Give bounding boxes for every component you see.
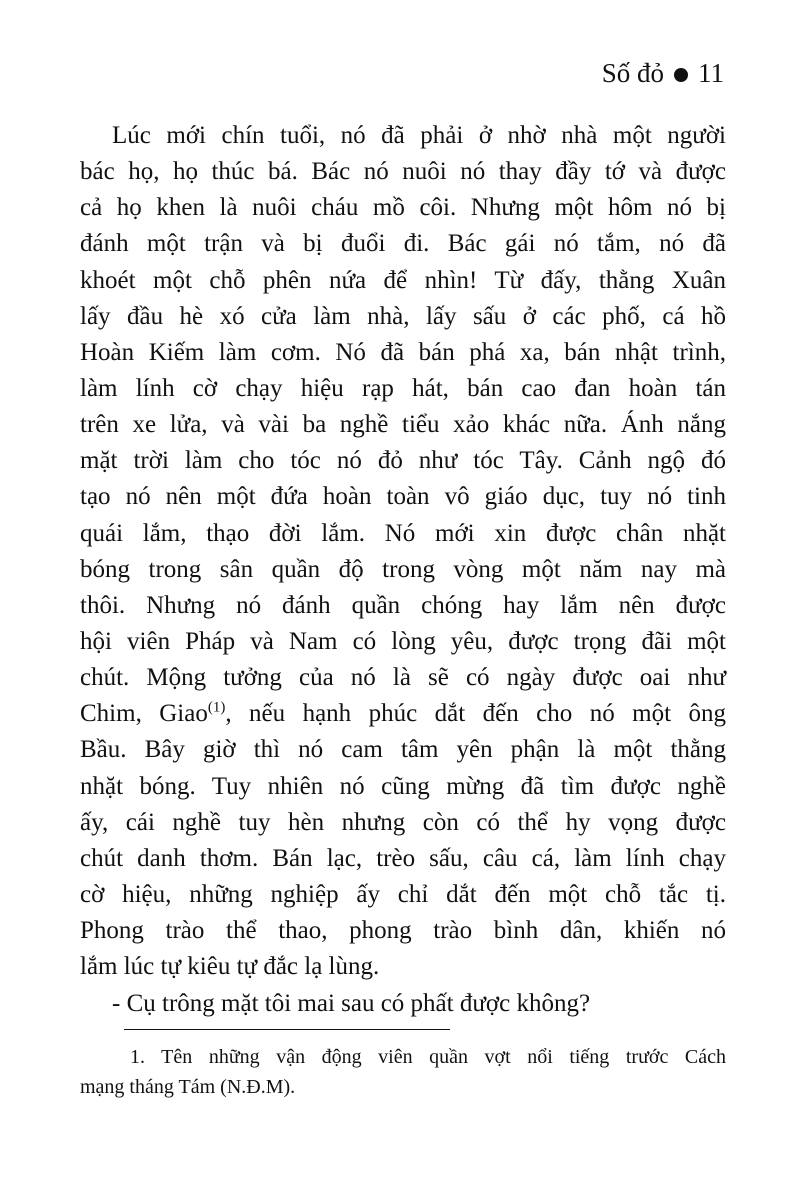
footnote-divider xyxy=(124,1029,450,1030)
footnote xyxy=(80,1042,726,1102)
text-line: tạo nó nên một đứa hoàn toàn vô giáo dục, tuy nó tinh xyxy=(80,483,726,511)
flower-ornament-icon xyxy=(674,68,688,82)
text-line: lấy đầu hè xó cửa làm nhà, lấy sấu ở các phố, cá hồ xyxy=(80,302,726,330)
text-segment: Chim, Giao xyxy=(80,700,208,728)
text-line: lắm lúc tự kiêu tự đắc lạ lùng. xyxy=(80,953,380,981)
running-header xyxy=(602,58,724,89)
text-line: cờ hiệu, những nghiệp ấy chỉ dắt đến một chỗ tắc tị. xyxy=(80,880,726,908)
footnote-line: mạng tháng Tám (N.Đ.M). xyxy=(80,1076,296,1098)
text-line: thôi. Nhưng nó đánh quần chóng hay lắm nên được xyxy=(80,591,726,619)
text-line: hội viên Pháp và Nam có lòng yêu, được trọng đãi một xyxy=(80,627,726,655)
footnote-reference[interactable]: (1) xyxy=(207,699,226,716)
text-line: Bầu. Bây giờ thì nó cam tâm yên phận là một thằng xyxy=(80,736,726,764)
text-line: bác họ, họ thúc bá. Bác nó nuôi nó thay đầy tớ và được xyxy=(80,158,726,186)
text-line: làm lính cờ chạy hiệu rạp hát, bán cao đan hoàn tán xyxy=(80,374,726,402)
footnote-line: 1. Tên những vận động viên quần vợt nổi tiếng trước Cách xyxy=(130,1046,726,1068)
text-line: khoét một chỗ phên nứa để nhìn! Từ đấy, thằng Xuân xyxy=(80,266,726,294)
main-paragraph xyxy=(80,118,726,985)
text-line xyxy=(80,696,726,732)
text-line: Lúc mới chín tuổi, nó đã phải ở nhờ nhà một người xyxy=(112,122,726,149)
text-line: quái lắm, thạo đời lắm. Nó mới xin được chân nhặt xyxy=(80,519,726,547)
text-line: chút danh thơm. Bán lạc, trèo sấu, câu cá, làm lính chạy xyxy=(80,844,726,872)
text-line: trên xe lửa, và vài ba nghề tiểu xảo khác nữa. Ánh nắng xyxy=(80,411,726,439)
text-line: mặt trời làm cho tóc nó đỏ như tóc Tây. Cảnh ngộ đó xyxy=(80,447,726,475)
text-line: Hoàn Kiếm làm cơm. Nó đã bán phá xa, bán nhật trình, xyxy=(80,338,726,366)
text-line: nhặt bóng. Tuy nhiên nó cũng mừng đã tìm được nghề xyxy=(80,772,726,800)
page-number: 11 xyxy=(698,58,724,88)
dialogue-line: - Cụ trông mặt tôi mai sau có phất được không? xyxy=(112,990,591,1017)
text-line: chút. Mộng tưởng của nó là sẽ có ngày được oai như xyxy=(80,664,726,692)
text-line: cả họ khen là nuôi cháu mồ côi. Nhưng một hôm nó bị xyxy=(80,194,726,222)
text-line: ấy, cái nghề tuy hèn nhưng còn có thể hy vọng được xyxy=(80,808,726,836)
text-line: bóng trong sân quần độ trong vòng một năm nay mà xyxy=(80,555,726,583)
text-line: đánh một trận và bị đuổi đi. Bác gái nó tắm, nó đã xyxy=(80,230,726,258)
text-line: Phong trào thể thao, phong trào bình dân, khiến nó xyxy=(80,917,726,945)
running-title: Số đỏ xyxy=(601,58,664,88)
text-segment: , nếu hạnh phúc dắt đến cho nó một ông xyxy=(225,700,726,728)
